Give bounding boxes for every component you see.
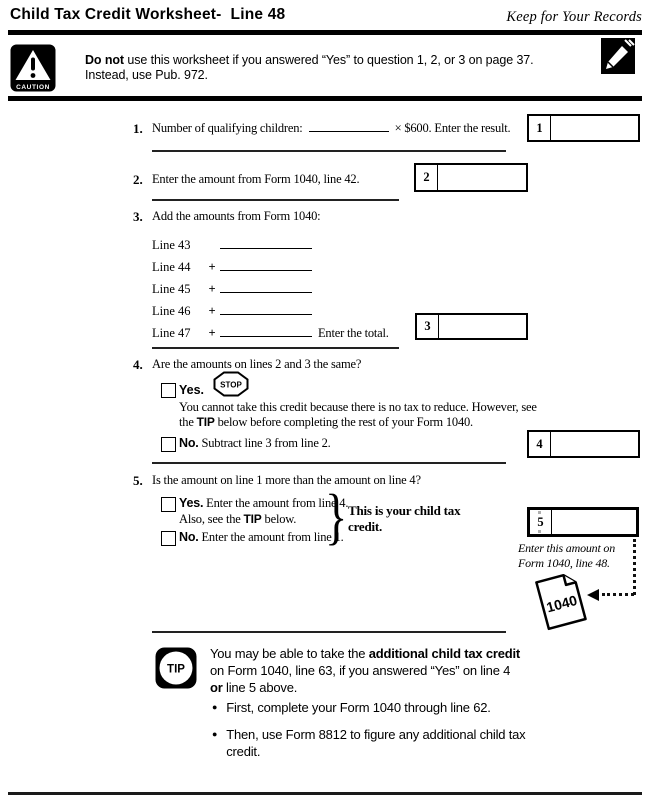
yes-line5-text1: Yes. Enter the amount from line 4. (179, 496, 349, 510)
page-bottom-rule (8, 792, 642, 795)
child-tax-credit-result-line2: credit. (348, 519, 383, 534)
form-1040-icon-label: 1040 (544, 591, 579, 616)
add-row-label: Line 47 (152, 326, 191, 340)
add-row-label: Line 43 (152, 238, 191, 252)
amount-box-4 (527, 430, 640, 458)
child-tax-credit-result-line1: This is your child tax (348, 503, 461, 518)
amount-box-2-label: 2 (416, 165, 438, 190)
bullet-icon: ● (212, 702, 218, 712)
caution-note-rest: use this worksheet if you answered “Yes” to question 1, 2, or 3 on page 37. (123, 53, 534, 67)
yes-checkbox-line4[interactable] (161, 383, 176, 398)
amount-box-5-field[interactable] (552, 510, 636, 534)
tip-text-line3: or line 5 above. (210, 680, 298, 695)
amount-box-5-label: 5 (530, 510, 552, 534)
item-1-text (152, 121, 510, 136)
no-line4-text: No. Subtract line 3 from line 2. (179, 436, 331, 450)
add-row-line46 (152, 304, 312, 319)
item-divider (152, 347, 399, 349)
item-divider (152, 199, 399, 201)
add-row-line47 (152, 326, 312, 341)
bullet-icon: ● (212, 729, 218, 739)
amount-box-2-field[interactable] (438, 165, 526, 190)
amount-box-4-label: 4 (529, 432, 551, 456)
item-1-number: 1. (133, 121, 143, 136)
add-row-line45 (152, 282, 312, 297)
qualifying-children-write-line[interactable] (309, 121, 389, 132)
enter-total-label: Enter the total. (318, 326, 389, 340)
amount-box-1-label: 1 (529, 116, 551, 140)
yes-label-line4: Yes. (179, 383, 205, 397)
item-divider (152, 150, 506, 152)
item-2-number: 2. (133, 172, 143, 187)
amount-box-4-field[interactable] (551, 432, 638, 456)
add-row-label: Line 44 (152, 260, 191, 274)
tip-text-line2: on Form 1040, line 63, if you answered “Yes” on line 4 (210, 663, 511, 678)
pencil-icon (601, 38, 635, 74)
item-4-note-line1: You cannot take this credit because there is no tax to reduce. However, see (179, 400, 537, 414)
item-2-text: Enter the amount from Form 1040, line 42. (152, 172, 360, 186)
yes-checkbox-line5[interactable] (161, 497, 176, 512)
add-row-label: Line 46 (152, 304, 191, 318)
amount-box-5 (527, 507, 639, 537)
item-4-note-line2: the TIP below before completing the rest of your Form 1040. (179, 415, 473, 429)
line43-write-line[interactable] (220, 238, 312, 249)
dotted-connector-vertical (633, 539, 636, 595)
add-row-operator: + (208, 260, 216, 274)
yes-line5-text2: Also, see the TIP below. (179, 512, 297, 526)
tip-icon (155, 647, 197, 689)
item-5-number: 5. (133, 473, 143, 488)
no-line5-text: No. Enter the amount from line 1. (179, 530, 344, 544)
amount-box-3 (415, 313, 528, 340)
header-rule (8, 30, 642, 35)
add-row-operator: + (208, 326, 216, 340)
line47-write-line[interactable] (220, 326, 312, 337)
item-4-heading: Are the amounts on lines 2 and 3 the same? (152, 357, 362, 371)
tip-bullet-1-text: First, complete your Form 1040 through line 62. (226, 700, 491, 715)
add-row-operator: + (208, 304, 216, 318)
form-1040-icon (528, 567, 592, 635)
item-5-heading: Is the amount on line 1 more than the amount on line 4? (152, 473, 421, 487)
item-3-number: 3. (133, 209, 143, 224)
dotted-connector-horizontal (602, 593, 634, 596)
stop-icon (213, 371, 249, 397)
item-divider (152, 462, 506, 464)
add-row-line43 (152, 238, 312, 253)
caution-icon-label: CAUTION (16, 84, 50, 91)
caution-note-line1 (85, 53, 534, 67)
item-4-number: 4. (133, 357, 143, 372)
no-checkbox-line5[interactable] (161, 531, 176, 546)
page-title: Child Tax Credit Worksheet- Line 48 (10, 6, 286, 23)
tip-bullet-2-text: Then, use Form 8812 to figure any additional child tax credit. (226, 727, 526, 759)
amount-box-2 (414, 163, 528, 192)
item-1-text-pre: Number of qualifying children: (152, 121, 303, 135)
amount-box-3-field[interactable] (439, 315, 526, 338)
tip-bullet-2 (212, 726, 546, 760)
item-1-text-post: × $600. Enter the result. (394, 121, 511, 135)
tip-bullet-1 (212, 699, 546, 716)
keep-for-records-label: Keep for Your Records (506, 9, 642, 25)
amount-box-3-label: 3 (417, 315, 439, 338)
caution-note-bold: Do not (85, 53, 124, 67)
amount-box-1 (527, 114, 640, 142)
line46-write-line[interactable] (220, 304, 312, 315)
brace-glyph: } (325, 483, 348, 551)
add-row-operator: + (208, 282, 216, 296)
box5-note-line1: Enter this amount on (518, 541, 615, 555)
line44-write-line[interactable] (220, 260, 312, 271)
caution-note-line2: Instead, use Pub. 972. (85, 68, 208, 82)
amount-box-1-field[interactable] (551, 116, 638, 140)
item-3-heading: Add the amounts from Form 1040: (152, 209, 321, 223)
box5-note-line2: Form 1040, line 48. (518, 556, 610, 570)
add-row-line44 (152, 260, 312, 275)
no-checkbox-line4[interactable] (161, 437, 176, 452)
item-divider (152, 631, 506, 633)
stop-icon-label: STOP (220, 380, 242, 390)
tip-text-line1: You may be able to take the additional child tax credit (210, 646, 521, 661)
line45-write-line[interactable] (220, 282, 312, 293)
caution-icon (10, 44, 56, 92)
add-row-label: Line 45 (152, 282, 191, 296)
caution-rule (8, 96, 642, 101)
tip-icon-label: TIP (167, 663, 185, 676)
